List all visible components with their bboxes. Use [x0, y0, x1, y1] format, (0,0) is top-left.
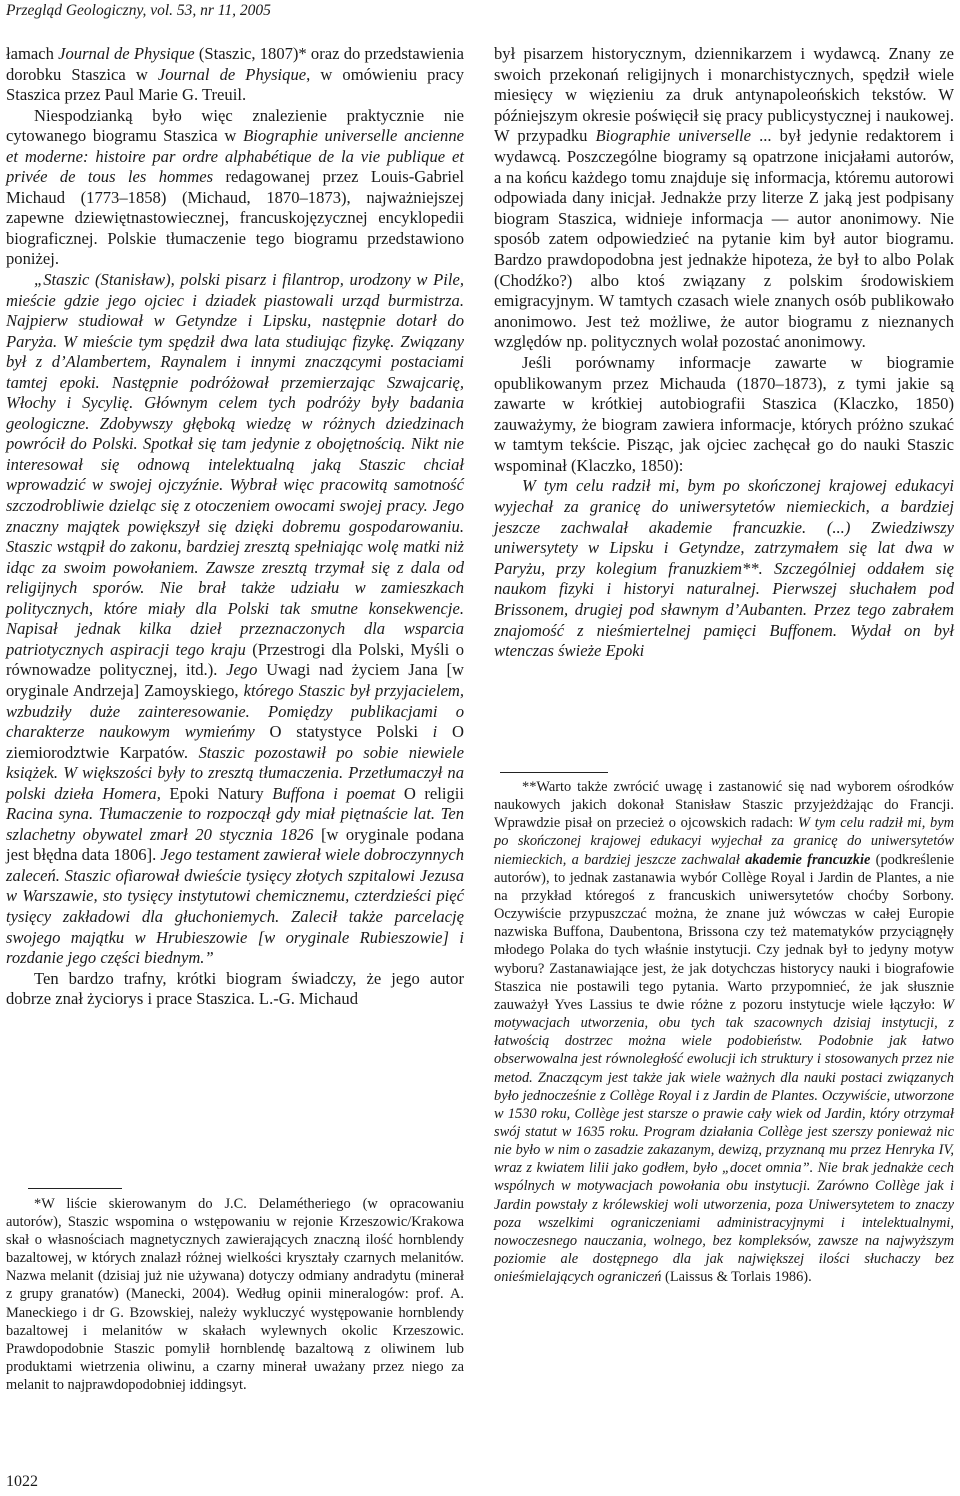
left-column — [6, 44, 464, 1010]
left-paragraph-4: Ten bardzo trafny, krótki biogram świadczy, że jego autor dobrze znał życiorys i prace Staszica. L.-G. Michaud — [6, 968, 464, 1009]
page-number: 1022 — [6, 1473, 38, 1490]
footnote-separator-right — [500, 772, 608, 773]
left-paragraph-2: Niespodzianką było więc znalezienie praktycznie nie cytowanego biogramu Staszica w Biographie universelle ancienne et moderne: histoire par ordre alphabétique de la vie publique et privée de tous les hommes redagowanej przez Louis-Gabriel Michaud (1773–1858) (Michaud, 1870–1873), najważniejszej zapewne dziewiętnastowiecznej, francuskojęzycznej encyklopedii biograficznej. Polskie tłumaczenie tego biogramu przedstawiono poniżej. — [6, 105, 465, 269]
running-header: Przegląd Geologiczny, vol. 53, nr 11, 2005 — [6, 2, 271, 19]
footnote-right: **Warto także zwrócić uwagę i zastanowić się nad wyborem ośrodków naukowych jakich dokonał Stanisław Staszic przyjeżdżając do Francji. Wprawdzie pisał on przecież o ojcowskich radach: W tym celu radził mi, bym po skończonej krajowej edukacyi wyjechał za granicę do uniwersytetów niemieckich, a bardziej jeszcze zachwalał akademie francuzkie (podkreślenie autorów), to jednak zastanawia wybór Collège Royal i Jardin de Plantes, a nie na przykład któregoś z francuskich uniwersytetów choćby Sorbony. Oczywiście przypuszczać można, że znane już wówczas w całej Europie nazwiska Buffona, Daubentona, Brissona czy też matematyków przyciągnęły młodego Polaka do tych właśnie instytucji. Czy jednak był to jedyny motyw wyboru? Zastanawiające jest, że jak dotychczas historycy nauki i biografowie Staszica nie postawili tego pytania. Warto przypomnieć, że jak słusznie zauważył Yves Lassius te dwie różne z pozoru instytucje wiele łączyło: W motywacjach utworzenia, obu tych tak szacownych dzisiaj instytucji, z łatwością dostrzec można wiele podobieństw. Podobnie jak łatwo obserwowalna jest równoległość ewolucji ich struktury i stosowanych przez nie metod. Znaczącym jest także jak wiele ważnych dla nauki postaci związanych było jednocześnie z Collège Royal i z Jardin de Plantes. Oczywiście, utworzone w 1530 roku, Collège jest starsze o prawie cały wiek od Jardin, który otrzymał swój statut w 1635 roku. Program działania Collège jest szerszy ponieważ nic nie było w nim o zasadzie zakazanym, dewizą, przyznaną mu przez Henryka IV, wraz z kwiatem lilii jako godłem, było „docet omnia”. Nie brak jednakże cech wspólnych w motywacjach powołania obu instytucji. Zarówno Collège jak i Jardin powstały z królewskiej woli utworzenia, poza Uniwersytetem to znaczy poza wszelkimi ograniczeniami administracyjnymi i intelektualnymi, nowoczesnego nauczania, wolnego, bez kompleksów, zawsze na najwyższym poziomie ale dostępnego dla jak największej ilości słuchaczy bez onieśmielających ograniczeń (Laissus & Torlais 1986). — [494, 779, 955, 1286]
right-column — [494, 44, 954, 662]
footnote-separator-left — [28, 1188, 122, 1189]
right-paragraph-1: był pisarzem historycznym, dziennikarzem i wydawcą. Znany ze swoich przekonań religijnych i monarchistycznych, spędził wiele miesięcy w więzieniu za druk antynapoleońskich tekstów. W późniejszym okresie poświęcił się pracy publicystycznej i naukowej. W przypadku Biographie universelle ... był jedynie redaktorem i wydawcą. Poszczególne biogramy są opatrzone inicjałami autorów, a na końcu każdego tomu znajduje się informacja, któremu autorowi odpowiada dany inicjał. Jednakże przy literze Z jaką jest podpisany biogram Staszica, widnieje informacja — autor anonimowy. Nie sposób zatem odpowiedzieć na pytanie kim był autor biogramu. Bardzo prawdopodobna jest jednakże hipoteza, że był to albo Polak (Chodźko?) albo ktoś związany z polskim środowiskiem emigracyjnym. W tamtych czasach wiele znanych osób publikowało anonimowo. Jest też możliwe, że autor biogramu z nieznanych względów np. politycznych wolał pozostać anonimowy. — [494, 44, 954, 352]
footnote-left: *W liście skierowanym do J.C. Delamétheriego (w opracowaniu autorów), Staszic wspomina o wstępowaniu w rejonie Krzeszowic/Krakowa skał o własnościach magnetycznych zawierających znaczną ilość hornblendy bazaltowej, w których znalazł różnej wielkości kryształy czarnych melanitów. Nazwa melanit (dzisiaj już nie używana) dotyczy odmiany andradytu (minerał z grupy granatów) (Manecki, 2004). Według opinii mineralogów: prof. A. Maneckiego i dr G. Bzowskiej, należy wykluczyć występowanie hornblendy bazaltowej i melanitów w skałach wylewnych okolic Krzeszowic. Prawdopodobnie Staszic pomylił hornblendę bazaltową z oliwinem lub produktami wietrzenia oliwinu, a czarny minerał uważany przez niego za melanit to najprawdopodobniej iddingsyt. — [6, 1196, 464, 1393]
autobiography-quote: W tym celu radził mi, bym po skończonej krajowej edukacyi wyjechał za granicę do uniwersytetów niemieckich, a bardziej jeszcze zachwalał akademie francuzkie. (...) Zwiedziwszy uniwersytety w Lipsku i Getyndze, zatrzymałem się lat dwa w Paryżu, przy kolegium franuzkiem**. Szczególniej oddałem się naukom fizyki i historyi naturalnej. Pierwszej słuchałem pod Brissonem, drugiej pod sławnym d’Aubanten. Przez tego zabrałem znajomość z nieśmiertelnej pamięci Buffonem. Wydał on był wtenczas świeże Epoki — [494, 476, 954, 661]
left-paragraph-1: łamach Journal de Physique (Staszic, 1807)* oraz do przedstawienia dorobku Staszica w Journal de Physique, w omówieniu pracy Staszica przez Paul Marie G. Treuil. — [6, 44, 465, 105]
right-paragraph-2: Jeśli porównamy informacje zawarte w biogramie opublikowanym przez Michauda (1870–1873), z tymi jakie są zawarte w krótkiej autobiografii Staszica (Klaczko, 1850) zauważymy, że biogram zawiera informacje, których próżno szukać w tamtym tekście. Pisząc, jak ojciec zachęcał go do nauki Staszic wspominał (Klaczko, 1850): — [494, 352, 954, 475]
biogram-quote: „Staszic (Stanisław), polski pisarz i filantrop, urodzony w Pile, mieście gdzie jego ojciec i dziadek piastowali urząd burmistrza. Najpierw studiował w Getyndze i Lipsku, następnie dotarł do Paryża. W mieście tym spędził dwa lata studiując fizykę. Związany był z d’Alambertem, Raynalem i innymi znaczącymi postaciami tamtej epoki. Następnie podróżował przemierzając Szwajcarię, Włochy i Sycylię. Głównym celem tych podróży były badania geologiczne. Zdobywszy głęboką wiedzę w różnych dziedzinach powrócił do Polski. Spotkał się tam jedynie z obojętnością. Nikt nie interesował się odnową intelektualną jaką Staszic chciał wprowadzić w swojej ojczyźnie. Wybrał więc pracowitą samotność szczodrobliwie dzieląc się z otoczeniem owocami swojej pracy. Jego znaczny majątek powiększył się dzięki dobremu gospodarowaniu. Staszic wstąpił do zakonu, bardziej zresztą spełniając wolę matki niż idąc za swoim powołaniem. Zawsze zresztą trzymał się z dala od religijnych sporów. Nie brał także udziału w zamieszkach politycznych, które miały dla Polski tak smutne konsekwencje. Napisał jednak kilka dzieł przeznaczonych dla wsparcia patriotycznych aspiracji tego kraju (Przestrogi dla Polski, Myśli o równowadze politycznej, itd.). Jego Uwagi nad życiem Jana [w oryginale Andrzeja] Zamoyskiego, którego Staszic był przyjacielem, wzbudziły duże zainteresowanie. Pomiędzy publikacjami o charakterze naukowym wymieńmy O statystyce Polski i O ziemiorodztwie Karpatów. Staszic pozostawił po sobie niewiele książek. W większości były to zresztą tłumaczenia. Przetłumaczył na polski dzieła Homera, Epoki Natury Buffona i poemat O religii Racina syna. Tłumaczenie to rozpoczął gdy miał piętnaście lat. Ten szlachetny obywatel zmarł 20 stycznia 1826 [w oryginale podana jest błędna data 1806]. Jego testament zawierał wiele dobroczynnych zaleceń. Staszic ofiarował dwieście tysięcy złotych szpitalowi Jezusa w Warszawie, sto tysięcy instytutowi chemicznemu, czterdzieści pięć tysięcy zakładowi dla głuchoniemych. Zalecił także parcelację swojego majątku w Hrubieszowie [w oryginale Rubieszowie] i rozdanie jego części biednym.” — [6, 270, 465, 968]
